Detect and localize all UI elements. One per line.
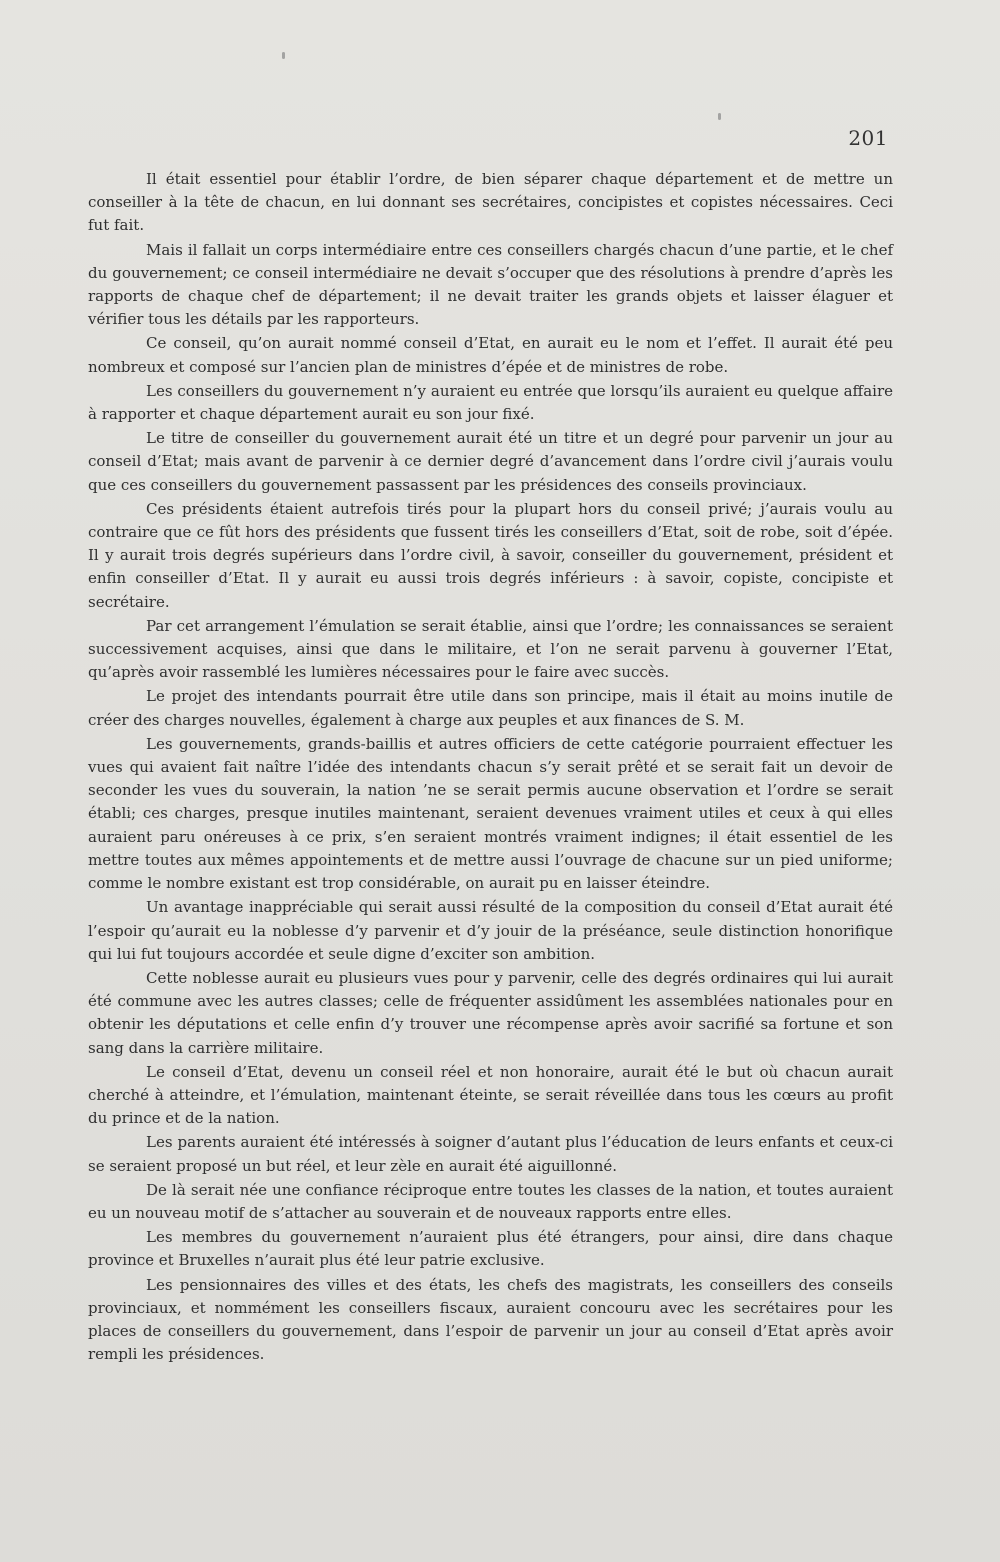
paragraph: Les parents auraient été intéressés à soigner d’autant plus l’éducation de leurs enfants et ceux-ci se seraient proposé un but réel, et leur zèle en aurait été aiguillonné. [88, 1133, 893, 1175]
ink-speck [718, 113, 721, 120]
paragraph: Il était essentiel pour établir l’ordre, de bien séparer chaque département et de mettre un conseiller à la tête de chacun, en lui donnant ses secrétaires, concipistes et copistes nécessaires. Ceci fut fait. [88, 170, 893, 235]
paragraph: Par cet arrangement l’émulation se serait établie, ainsi que l’ordre; les connaissances se seraient successivement acquises, ainsi que dans le militaire, et l’on ne serait parvenu à gouverner l’Etat, qu’après avoir rassemblé les lumières nécessaires pour le faire avec succès. [88, 616, 893, 682]
paragraph: Ces présidents étaient autrefois tirés pour la plupart hors du conseil privé; j’aurais voulu au contraire que ce fût hors des présidents que fussent tirés les conseillers d’Etat, soit de robe, soit d’épée. Il y aurait trois degrés supérieurs dans l’ordre civil, à savoir, conseiller du gouvernement, président et enfin conseiller d’Etat. Il y aurait eu aussi trois degrés inférieurs : à savoir, copiste, concipiste et secrétaire. [88, 499, 893, 611]
paragraph: Les conseillers du gouvernement n’y auraient eu entrée que lorsqu’ils auraient eu quelque affaire à rapporter et chaque département aurait eu son jour fixé. [88, 381, 893, 424]
paragraph: Les gouvernements, grands-baillis et autres officiers de cette catégorie pourraient effectuer les vues qui avaient fait naître l’idée des intendants chacun s’y serait prêté et se serait fait un devoir de seconder les vues du souverain, la nation ’ne se serait permis aucune observation et l’ordre se serait établi; ces charges, presque inutiles maintenant, seraient devenues vraiment utiles et ceux à qui elles auraient paru onéreuses à ce prix, s’en seraient montrés vraiment indignes; il était essentiel de les mettre toutes aux mêmes appointements et de mettre aussi l’ouvrage de chacune sur un pied uniforme; comme le nombre existant est trop considérable, on aurait pu en laisser éteindre. [88, 734, 893, 893]
paragraph: Le titre de conseiller du gouvernement aurait été un titre et un degré pour parvenir un jour au conseil d’Etat; mais avant de parvenir à ce dernier degré d’avancement dans l’ordre civil j’aurais voulu que ces conseillers du gouvernement passassent par les présidences des conseils provinciaux. [88, 429, 893, 494]
paragraph: Les membres du gouvernement n’auraient plus été étrangers, pour ainsi, dire dans chaque province et Bruxelles n’aurait plus été leur patrie exclusive. [88, 1228, 893, 1270]
paragraph: Un avantage inappréciable qui serait aussi résulté de la composition du conseil d’Etat aurait été l’espoir qu’aurait eu la noblesse d’y parvenir et d’y jouir de la préséance, seule distinction honorifique qui lui fut toujours accordée et seule digne d’exciter son ambition. [88, 898, 893, 963]
ink-speck [282, 52, 285, 59]
body-text [88, 168, 893, 1367]
paragraph: Mais il fallait un corps intermédiaire entre ces conseillers chargés chacun d’une partie, et le chef du gouvernement; ce conseil intermédiaire ne devait s’occuper que des résolutions à prendre d’après les rapports de chaque chef de département; il ne devait traiter les grands objets et laisser élaguer et vérifier tous les détails par les rapporteurs. [88, 240, 893, 329]
page-number: 201 [848, 126, 888, 150]
paragraph: Le projet des intendants pourrait être utile dans son principe, mais il était au moins inutile de créer des charges nouvelles, également à charge aux peuples et aux finances de S. M. [88, 687, 893, 729]
paragraph: Le conseil d’Etat, devenu un conseil réel et non honoraire, aurait été le but où chacun aurait cherché à atteindre, et l’émulation, maintenant éteinte, se serait réveillée dans tous les cœurs au profit du prince et de la nation. [88, 1062, 893, 1128]
paragraph: Cette noblesse aurait eu plusieurs vues pour y parvenir, celle des degrés ordinaires qui lui aurait été commune avec les autres classes; celle de fréquenter assidûment les assemblées nationales pour en obtenir les députations et celle enfin d’y trouver une récompense après avoir sacrifié sa fortune et son sang dans la carrière militaire. [88, 968, 893, 1057]
paragraph: Les pensionnaires des villes et des états, les chefs des magistrats, les conseillers des conseils provinciaux, et nommément les conseillers fiscaux, auraient concouru avec les secrétaires pour les places de conseillers du gouvernement, dans l’espoir de parvenir un jour au conseil d’Etat après avoir rempli les présidences. [88, 1275, 893, 1364]
paragraph: Ce conseil, qu’on aurait nommé conseil d’Etat, en aurait eu le nom et l’effet. Il aurait été peu nombreux et composé sur l’ancien plan de ministres d’épée et de ministres de robe. [88, 334, 893, 376]
paragraph: De là serait née une confiance réciproque entre toutes les classes de la nation, et toutes auraient eu un nouveau motif de s’attacher au souverain et de nouveaux rapports entre elles. [88, 1180, 893, 1222]
